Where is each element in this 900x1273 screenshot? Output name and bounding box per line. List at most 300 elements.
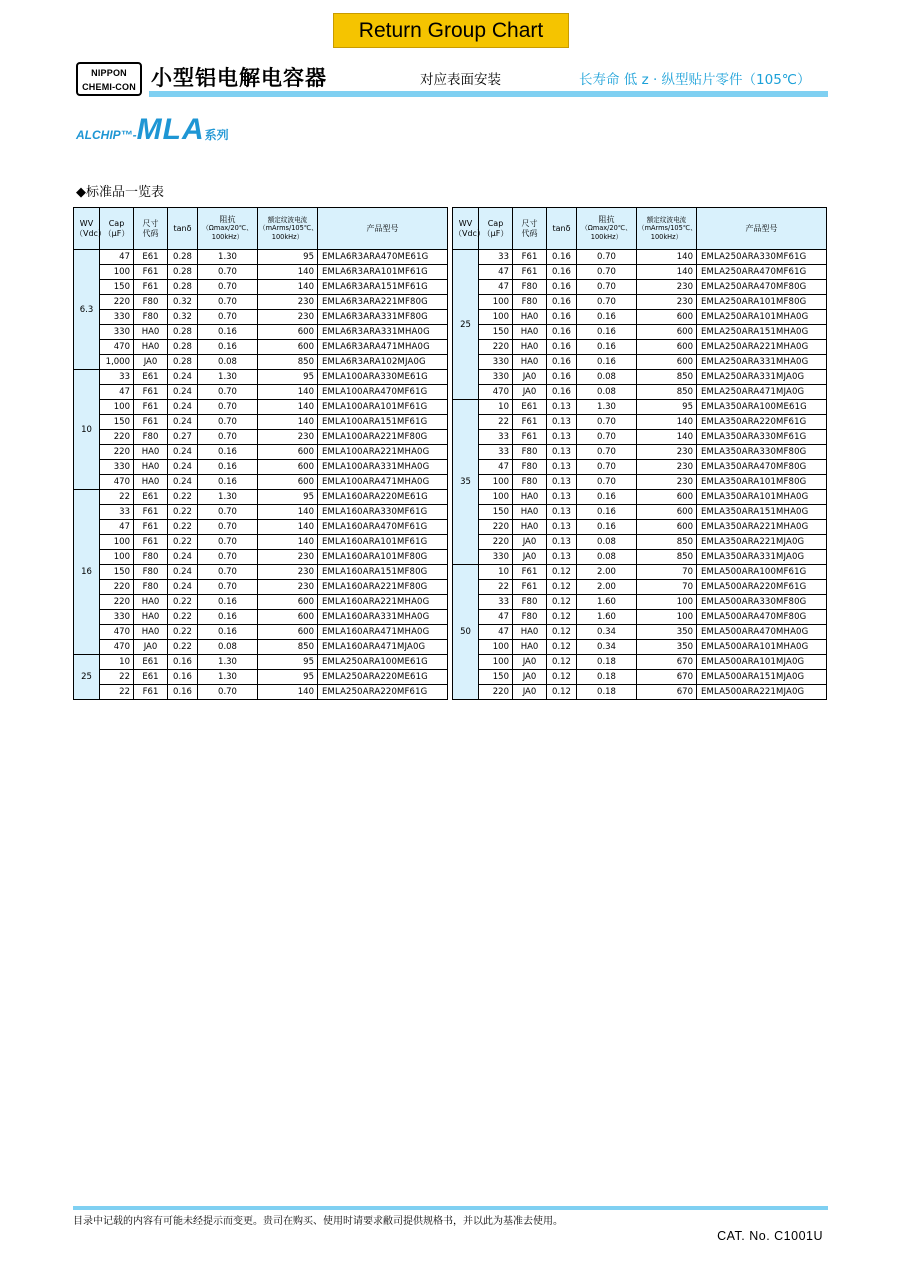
impedance-cell: 0.70: [577, 445, 637, 460]
table-row: [74, 610, 448, 625]
tan-delta-cell: 0.16: [547, 295, 577, 310]
cap-cell: 47: [479, 625, 513, 640]
part-number-cell: EMLA250ARA221MHA0G: [697, 340, 827, 355]
part-number-cell: EMLA160ARA471MJA0G: [318, 640, 448, 655]
ripple-current-cell: 95: [258, 670, 318, 685]
ripple-current-cell: 230: [258, 580, 318, 595]
size-code-cell: F61: [134, 535, 168, 550]
cap-cell: 150: [100, 280, 134, 295]
ripple-current-cell: 140: [637, 430, 697, 445]
ripple-current-cell: 95: [258, 370, 318, 385]
ripple-current-cell: 850: [258, 355, 318, 370]
ripple-current-cell: 600: [258, 625, 318, 640]
cap-cell: 470: [100, 475, 134, 490]
table-row: [453, 385, 827, 400]
tan-delta-cell: 0.16: [547, 280, 577, 295]
size-code-cell: HA0: [513, 490, 547, 505]
part-number-cell: EMLA250ARA220ME61G: [318, 670, 448, 685]
tan-delta-cell: 0.12: [547, 610, 577, 625]
ripple-current-cell: 850: [637, 535, 697, 550]
ripple-current-cell: 670: [637, 655, 697, 670]
tan-delta-cell: 0.24: [168, 370, 198, 385]
table-row: [453, 475, 827, 490]
col-part-header: 产品型号: [318, 208, 448, 250]
size-code-cell: HA0: [134, 325, 168, 340]
impedance-cell: 0.16: [577, 340, 637, 355]
part-number-cell: EMLA100ARA330ME61G: [318, 370, 448, 385]
series-code: MLA: [136, 113, 205, 146]
product-table-left: [73, 207, 448, 700]
ripple-current-cell: 600: [637, 340, 697, 355]
table-row: [453, 625, 827, 640]
size-code-cell: F61: [513, 580, 547, 595]
ripple-current-cell: 140: [258, 535, 318, 550]
table-row: [453, 595, 827, 610]
tan-delta-cell: 0.24: [168, 580, 198, 595]
cap-cell: 100: [100, 400, 134, 415]
cap-cell: 22: [100, 490, 134, 505]
size-code-cell: F80: [513, 475, 547, 490]
cap-cell: 22: [479, 580, 513, 595]
ripple-current-cell: 95: [258, 250, 318, 265]
footer-disclaimer: 目录中记载的内容有可能未经提示而变更。贵司在购买、使用时请要求敝司提供规格书，并以此为基准去使用。: [73, 1216, 563, 1227]
size-code-cell: F61: [134, 520, 168, 535]
tan-delta-cell: 0.22: [168, 505, 198, 520]
ripple-current-cell: 140: [258, 265, 318, 280]
tan-delta-cell: 0.13: [547, 550, 577, 565]
cap-cell: 470: [479, 385, 513, 400]
size-code-cell: JA0: [513, 370, 547, 385]
col-tan-header: tanδ: [168, 208, 198, 250]
ripple-current-cell: 70: [637, 565, 697, 580]
ripple-current-cell: 600: [637, 490, 697, 505]
cap-cell: 470: [100, 340, 134, 355]
size-code-cell: E61: [134, 670, 168, 685]
catalog-number: CAT. No. C1001U: [717, 1229, 823, 1243]
part-number-cell: EMLA160ARA220ME61G: [318, 490, 448, 505]
tan-delta-cell: 0.24: [168, 415, 198, 430]
ripple-current-cell: 140: [637, 250, 697, 265]
impedance-cell: 0.70: [198, 385, 258, 400]
tan-delta-cell: 0.13: [547, 415, 577, 430]
tan-delta-cell: 0.12: [547, 670, 577, 685]
ripple-current-cell: 850: [637, 385, 697, 400]
size-code-cell: E61: [134, 490, 168, 505]
ripple-current-cell: 600: [258, 340, 318, 355]
tan-delta-cell: 0.24: [168, 400, 198, 415]
part-number-cell: EMLA350ARA470MF80G: [697, 460, 827, 475]
part-number-cell: EMLA350ARA330MF61G: [697, 430, 827, 445]
table-row: [74, 310, 448, 325]
cap-cell: 33: [479, 445, 513, 460]
table-row: [74, 670, 448, 685]
impedance-cell: 1.30: [198, 370, 258, 385]
tan-delta-cell: 0.12: [547, 655, 577, 670]
impedance-cell: 1.60: [577, 610, 637, 625]
impedance-cell: 0.34: [577, 640, 637, 655]
table-row: [74, 280, 448, 295]
impedance-cell: 2.00: [577, 565, 637, 580]
table-row: [74, 565, 448, 580]
table-row: [74, 325, 448, 340]
table-row: [74, 655, 448, 670]
ripple-current-cell: 600: [258, 595, 318, 610]
tan-delta-cell: 0.16: [168, 655, 198, 670]
table-row: [74, 490, 448, 505]
ripple-current-cell: 230: [258, 550, 318, 565]
table-row: [74, 265, 448, 280]
tan-delta-cell: 0.16: [547, 370, 577, 385]
tan-delta-cell: 0.12: [547, 595, 577, 610]
nippon-chemicon-logo: [76, 62, 142, 96]
size-code-cell: F80: [134, 580, 168, 595]
part-number-cell: EMLA250ARA100ME61G: [318, 655, 448, 670]
tan-delta-cell: 0.13: [547, 520, 577, 535]
impedance-cell: 0.16: [577, 355, 637, 370]
part-number-cell: EMLA350ARA100ME61G: [697, 400, 827, 415]
table-row: [74, 520, 448, 535]
part-number-cell: EMLA500ARA151MJA0G: [697, 670, 827, 685]
impedance-cell: 0.16: [198, 460, 258, 475]
ripple-current-cell: 350: [637, 625, 697, 640]
size-code-cell: F61: [134, 280, 168, 295]
tan-delta-cell: 0.13: [547, 505, 577, 520]
impedance-cell: 1.30: [198, 670, 258, 685]
size-code-cell: HA0: [513, 520, 547, 535]
impedance-cell: 0.70: [198, 280, 258, 295]
table-row: [453, 505, 827, 520]
ripple-current-cell: 140: [258, 400, 318, 415]
tan-delta-cell: 0.24: [168, 550, 198, 565]
tan-delta-cell: 0.16: [547, 310, 577, 325]
tan-delta-cell: 0.32: [168, 310, 198, 325]
tan-delta-cell: 0.22: [168, 610, 198, 625]
part-number-cell: EMLA160ARA101MF80G: [318, 550, 448, 565]
size-code-cell: JA0: [513, 670, 547, 685]
table-row: [453, 580, 827, 595]
size-code-cell: F80: [513, 460, 547, 475]
size-code-cell: HA0: [134, 475, 168, 490]
part-number-cell: EMLA100ARA101MF61G: [318, 400, 448, 415]
impedance-cell: 0.16: [577, 520, 637, 535]
ripple-current-cell: 600: [637, 310, 697, 325]
cap-cell: 150: [479, 670, 513, 685]
part-number-cell: EMLA500ARA221MJA0G: [697, 685, 827, 700]
impedance-cell: 1.30: [198, 250, 258, 265]
ripple-current-cell: 600: [258, 325, 318, 340]
part-number-cell: EMLA160ARA331MHA0G: [318, 610, 448, 625]
impedance-cell: 0.16: [198, 610, 258, 625]
cap-cell: 330: [100, 610, 134, 625]
size-code-cell: HA0: [134, 610, 168, 625]
tan-delta-cell: 0.32: [168, 295, 198, 310]
cap-cell: 47: [100, 250, 134, 265]
size-code-cell: F80: [513, 280, 547, 295]
cap-cell: 330: [100, 460, 134, 475]
table-row: [74, 295, 448, 310]
cap-cell: 220: [100, 430, 134, 445]
col-impedance-header: 阻抗 （Ωmax/20℃、 100kHz）: [577, 208, 637, 250]
part-number-cell: EMLA350ARA331MJA0G: [697, 550, 827, 565]
size-code-cell: F80: [134, 295, 168, 310]
ripple-current-cell: 140: [258, 385, 318, 400]
part-number-cell: EMLA500ARA100MF61G: [697, 565, 827, 580]
tan-delta-cell: 0.24: [168, 385, 198, 400]
wv-cell: 6.3: [74, 250, 100, 370]
tan-delta-cell: 0.16: [547, 250, 577, 265]
table-row: [453, 670, 827, 685]
impedance-cell: 0.18: [577, 655, 637, 670]
part-number-cell: EMLA6R3ARA331MHA0G: [318, 325, 448, 340]
cap-cell: 150: [479, 505, 513, 520]
size-code-cell: HA0: [513, 640, 547, 655]
ripple-current-cell: 600: [637, 325, 697, 340]
logo-line-2: CHEMI-CON: [82, 82, 136, 92]
size-code-cell: HA0: [513, 325, 547, 340]
table-row: [74, 505, 448, 520]
part-number-cell: EMLA250ARA470MF80G: [697, 280, 827, 295]
part-number-cell: EMLA100ARA470MF61G: [318, 385, 448, 400]
footer-divider: [73, 1206, 828, 1210]
table-row: [453, 535, 827, 550]
impedance-cell: 0.16: [198, 325, 258, 340]
cap-cell: 47: [479, 265, 513, 280]
impedance-cell: 0.70: [577, 430, 637, 445]
size-code-cell: F61: [134, 685, 168, 700]
cap-cell: 470: [100, 640, 134, 655]
table-row: [74, 385, 448, 400]
cap-cell: 22: [100, 670, 134, 685]
cap-cell: 10: [479, 565, 513, 580]
ripple-current-cell: 850: [637, 550, 697, 565]
table-row: [74, 355, 448, 370]
col-cap-header: Cap （μF）: [479, 208, 513, 250]
cap-cell: 100: [479, 475, 513, 490]
size-code-cell: F80: [513, 610, 547, 625]
tan-delta-cell: 0.24: [168, 445, 198, 460]
size-code-cell: F61: [134, 505, 168, 520]
table-row: [453, 640, 827, 655]
ripple-current-cell: 600: [637, 520, 697, 535]
cap-cell: 150: [100, 565, 134, 580]
tan-delta-cell: 0.12: [547, 685, 577, 700]
size-code-cell: JA0: [513, 655, 547, 670]
impedance-cell: 0.16: [198, 625, 258, 640]
table-row: [453, 340, 827, 355]
impedance-cell: 0.70: [577, 250, 637, 265]
part-number-cell: EMLA250ARA470MF61G: [697, 265, 827, 280]
impedance-cell: 0.70: [198, 520, 258, 535]
table-row: [453, 280, 827, 295]
size-code-cell: HA0: [134, 460, 168, 475]
impedance-cell: 0.16: [198, 445, 258, 460]
cap-cell: 330: [100, 310, 134, 325]
tan-delta-cell: 0.22: [168, 490, 198, 505]
series-name: [76, 113, 229, 147]
impedance-cell: 0.08: [198, 355, 258, 370]
impedance-cell: 0.16: [577, 310, 637, 325]
ripple-current-cell: 95: [258, 490, 318, 505]
tan-delta-cell: 0.28: [168, 250, 198, 265]
tan-delta-cell: 0.28: [168, 340, 198, 355]
col-ripple-header: 额定纹波电流 （mArms/105℃、 100kHz）: [258, 208, 318, 250]
ripple-current-cell: 230: [637, 280, 697, 295]
col-ripple-header: 额定纹波电流 （mArms/105℃、 100kHz）: [637, 208, 697, 250]
impedance-cell: 1.60: [577, 595, 637, 610]
part-number-cell: EMLA350ARA221MJA0G: [697, 535, 827, 550]
ripple-current-cell: 95: [637, 400, 697, 415]
impedance-cell: 0.08: [577, 385, 637, 400]
ripple-current-cell: 230: [258, 295, 318, 310]
page-subtitle: 对应表面安装: [420, 72, 501, 88]
cap-cell: 220: [479, 685, 513, 700]
ripple-current-cell: 140: [258, 415, 318, 430]
table-row: [453, 565, 827, 580]
tan-delta-cell: 0.16: [168, 670, 198, 685]
tan-delta-cell: 0.16: [547, 265, 577, 280]
impedance-cell: 0.08: [577, 550, 637, 565]
cap-cell: 100: [100, 550, 134, 565]
ripple-current-cell: 600: [258, 460, 318, 475]
size-code-cell: F61: [513, 565, 547, 580]
part-number-cell: EMLA350ARA220MF61G: [697, 415, 827, 430]
cap-cell: 220: [100, 445, 134, 460]
table-row: [453, 550, 827, 565]
wv-cell: 25: [453, 250, 479, 400]
return-group-chart-button[interactable]: Return Group Chart: [333, 13, 569, 48]
part-number-cell: EMLA350ARA221MHA0G: [697, 520, 827, 535]
table-row: [453, 460, 827, 475]
size-code-cell: F80: [134, 565, 168, 580]
table-header-row: [74, 208, 448, 250]
size-code-cell: JA0: [513, 550, 547, 565]
ripple-current-cell: 100: [637, 610, 697, 625]
table-row: [453, 610, 827, 625]
cap-cell: 47: [479, 460, 513, 475]
part-number-cell: EMLA350ARA330MF80G: [697, 445, 827, 460]
cap-cell: 10: [100, 655, 134, 670]
tan-delta-cell: 0.22: [168, 625, 198, 640]
part-number-cell: EMLA160ARA221MF80G: [318, 580, 448, 595]
table-row: [453, 415, 827, 430]
impedance-cell: 1.30: [577, 400, 637, 415]
ripple-current-cell: 140: [258, 685, 318, 700]
ripple-current-cell: 140: [637, 415, 697, 430]
table-row: [453, 685, 827, 700]
size-code-cell: F61: [513, 415, 547, 430]
tan-delta-cell: 0.28: [168, 265, 198, 280]
impedance-cell: 0.08: [577, 535, 637, 550]
part-number-cell: EMLA160ARA151MF80G: [318, 565, 448, 580]
tan-delta-cell: 0.22: [168, 595, 198, 610]
size-code-cell: F80: [513, 595, 547, 610]
ripple-current-cell: 140: [258, 280, 318, 295]
table-row: [453, 370, 827, 385]
table-row: [74, 685, 448, 700]
col-impedance-header: 阻抗 （Ωmax/20℃、 100kHz）: [198, 208, 258, 250]
part-number-cell: EMLA160ARA330MF61G: [318, 505, 448, 520]
series-prefix: ALCHIP™-: [76, 128, 137, 142]
impedance-cell: 0.70: [577, 460, 637, 475]
table-row: [453, 265, 827, 280]
table-row: [74, 625, 448, 640]
cap-cell: 100: [479, 295, 513, 310]
size-code-cell: HA0: [513, 625, 547, 640]
cap-cell: 100: [479, 640, 513, 655]
cap-cell: 100: [100, 535, 134, 550]
col-tan-header: tanδ: [547, 208, 577, 250]
part-number-cell: EMLA250ARA330MF61G: [697, 250, 827, 265]
impedance-cell: 0.16: [198, 475, 258, 490]
table-row: [74, 370, 448, 385]
part-number-cell: EMLA500ARA470MF80G: [697, 610, 827, 625]
table-row: [453, 490, 827, 505]
cap-cell: 150: [479, 325, 513, 340]
header-divider: [149, 91, 828, 97]
table-row: [74, 340, 448, 355]
table-row: [453, 325, 827, 340]
part-number-cell: EMLA250ARA101MF80G: [697, 295, 827, 310]
table-row: [453, 445, 827, 460]
impedance-cell: 0.16: [577, 490, 637, 505]
impedance-cell: 0.08: [577, 370, 637, 385]
cap-cell: 10: [479, 400, 513, 415]
impedance-cell: 0.70: [198, 580, 258, 595]
table-row: [74, 580, 448, 595]
size-code-cell: JA0: [513, 385, 547, 400]
col-part-header: 产品型号: [697, 208, 827, 250]
ripple-current-cell: 230: [258, 430, 318, 445]
part-number-cell: EMLA160ARA471MHA0G: [318, 625, 448, 640]
impedance-cell: 0.70: [577, 415, 637, 430]
wv-cell: 35: [453, 400, 479, 565]
tan-delta-cell: 0.12: [547, 565, 577, 580]
wv-cell: 10: [74, 370, 100, 490]
size-code-cell: F61: [134, 415, 168, 430]
impedance-cell: 0.16: [198, 595, 258, 610]
tan-delta-cell: 0.16: [168, 685, 198, 700]
impedance-cell: 0.70: [198, 685, 258, 700]
cap-cell: 220: [100, 295, 134, 310]
table-row: [74, 445, 448, 460]
cap-cell: 220: [479, 535, 513, 550]
size-code-cell: HA0: [134, 445, 168, 460]
size-code-cell: JA0: [134, 640, 168, 655]
size-code-cell: HA0: [513, 310, 547, 325]
series-suffix: 系列: [204, 128, 229, 142]
impedance-cell: 0.70: [198, 430, 258, 445]
size-code-cell: F80: [134, 310, 168, 325]
tan-delta-cell: 0.13: [547, 430, 577, 445]
tan-delta-cell: 0.24: [168, 565, 198, 580]
impedance-cell: 0.70: [198, 550, 258, 565]
tan-delta-cell: 0.13: [547, 490, 577, 505]
part-number-cell: EMLA6R3ARA102MJA0G: [318, 355, 448, 370]
cap-cell: 47: [100, 520, 134, 535]
ripple-current-cell: 230: [637, 460, 697, 475]
size-code-cell: F80: [513, 445, 547, 460]
tan-delta-cell: 0.13: [547, 475, 577, 490]
tan-delta-cell: 0.27: [168, 430, 198, 445]
size-code-cell: JA0: [513, 685, 547, 700]
tan-delta-cell: 0.12: [547, 640, 577, 655]
cap-cell: 220: [479, 520, 513, 535]
part-number-cell: EMLA100ARA221MF80G: [318, 430, 448, 445]
tan-delta-cell: 0.13: [547, 445, 577, 460]
size-code-cell: F61: [513, 250, 547, 265]
impedance-cell: 0.70: [198, 295, 258, 310]
impedance-cell: 1.30: [198, 655, 258, 670]
